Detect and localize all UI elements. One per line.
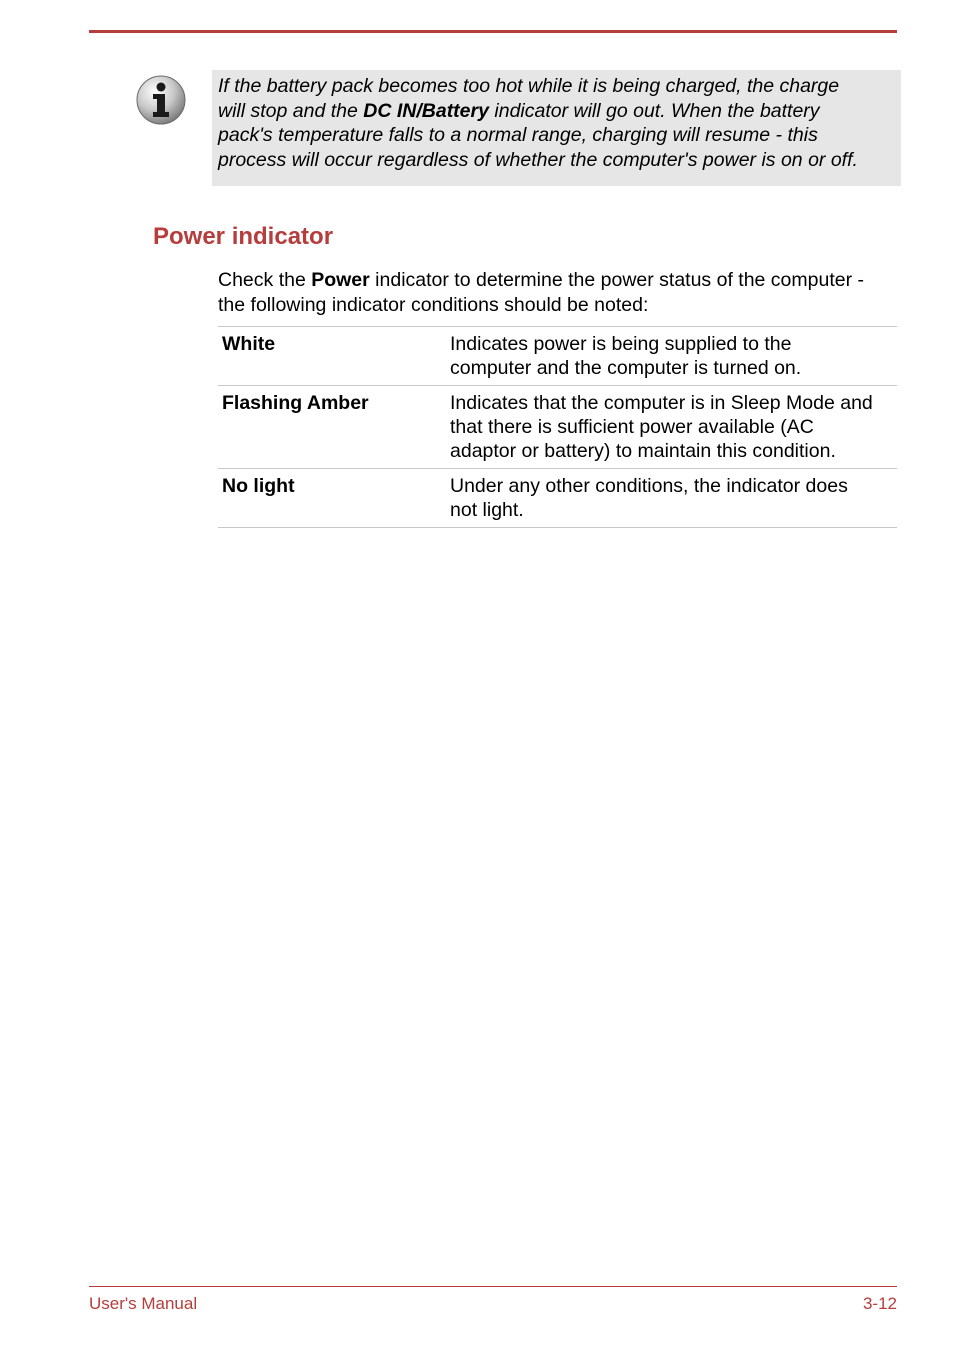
note-line-2-end: indicator will go out. When the battery [488,99,820,122]
intro-paragraph [218,268,864,317]
footer-rule [89,1286,897,1287]
note-line-2-start: will stop and the [218,99,364,122]
note-dc-in-battery: DC IN/Battery [363,99,489,122]
indicator-description [446,327,897,386]
intro-line-2: the following indicator conditions should be noted: [218,293,649,316]
info-icon [135,74,187,126]
header-rule [89,30,897,33]
indicator-label: White [218,327,446,386]
table-row [218,327,897,386]
indicator-label: Flashing Amber [218,386,446,469]
section-title: Power indicator [153,223,334,250]
note-line-4: process will occur regardless of whether the computer's power is on or off. [218,148,858,171]
indicator-description [446,469,897,528]
indicator-label: No light [218,469,446,528]
note-box [212,70,901,186]
intro-end: indicator to determine the power status of the computer - [369,269,865,291]
desc-line: computer and the computer is turned on. [450,357,802,379]
desc-line: that there is sufficient power available (AC [450,416,814,438]
desc-line: Indicates power is being supplied to the [450,333,792,355]
table-row [218,469,897,528]
intro-power-word: Power [311,269,370,291]
footer-manual-title: User's Manual [89,1294,198,1313]
desc-line: not light. [450,499,524,521]
note-text [218,74,895,172]
indicator-description [446,386,897,469]
indicator-table [218,326,897,528]
note-line-1: If the battery pack becomes too hot while it is being charged, the charge [218,75,840,97]
desc-line: Indicates that the computer is in Sleep Mode and [450,392,873,414]
desc-line: adaptor or battery) to maintain this condition. [450,440,836,462]
note-line-3: pack's temperature falls to a normal range, charging will resume - this [218,124,818,146]
table-row [218,386,897,469]
desc-line: Under any other conditions, the indicator does [450,475,848,497]
footer-page-number: 3-12 [862,1294,897,1313]
intro-start: Check the [218,269,312,291]
